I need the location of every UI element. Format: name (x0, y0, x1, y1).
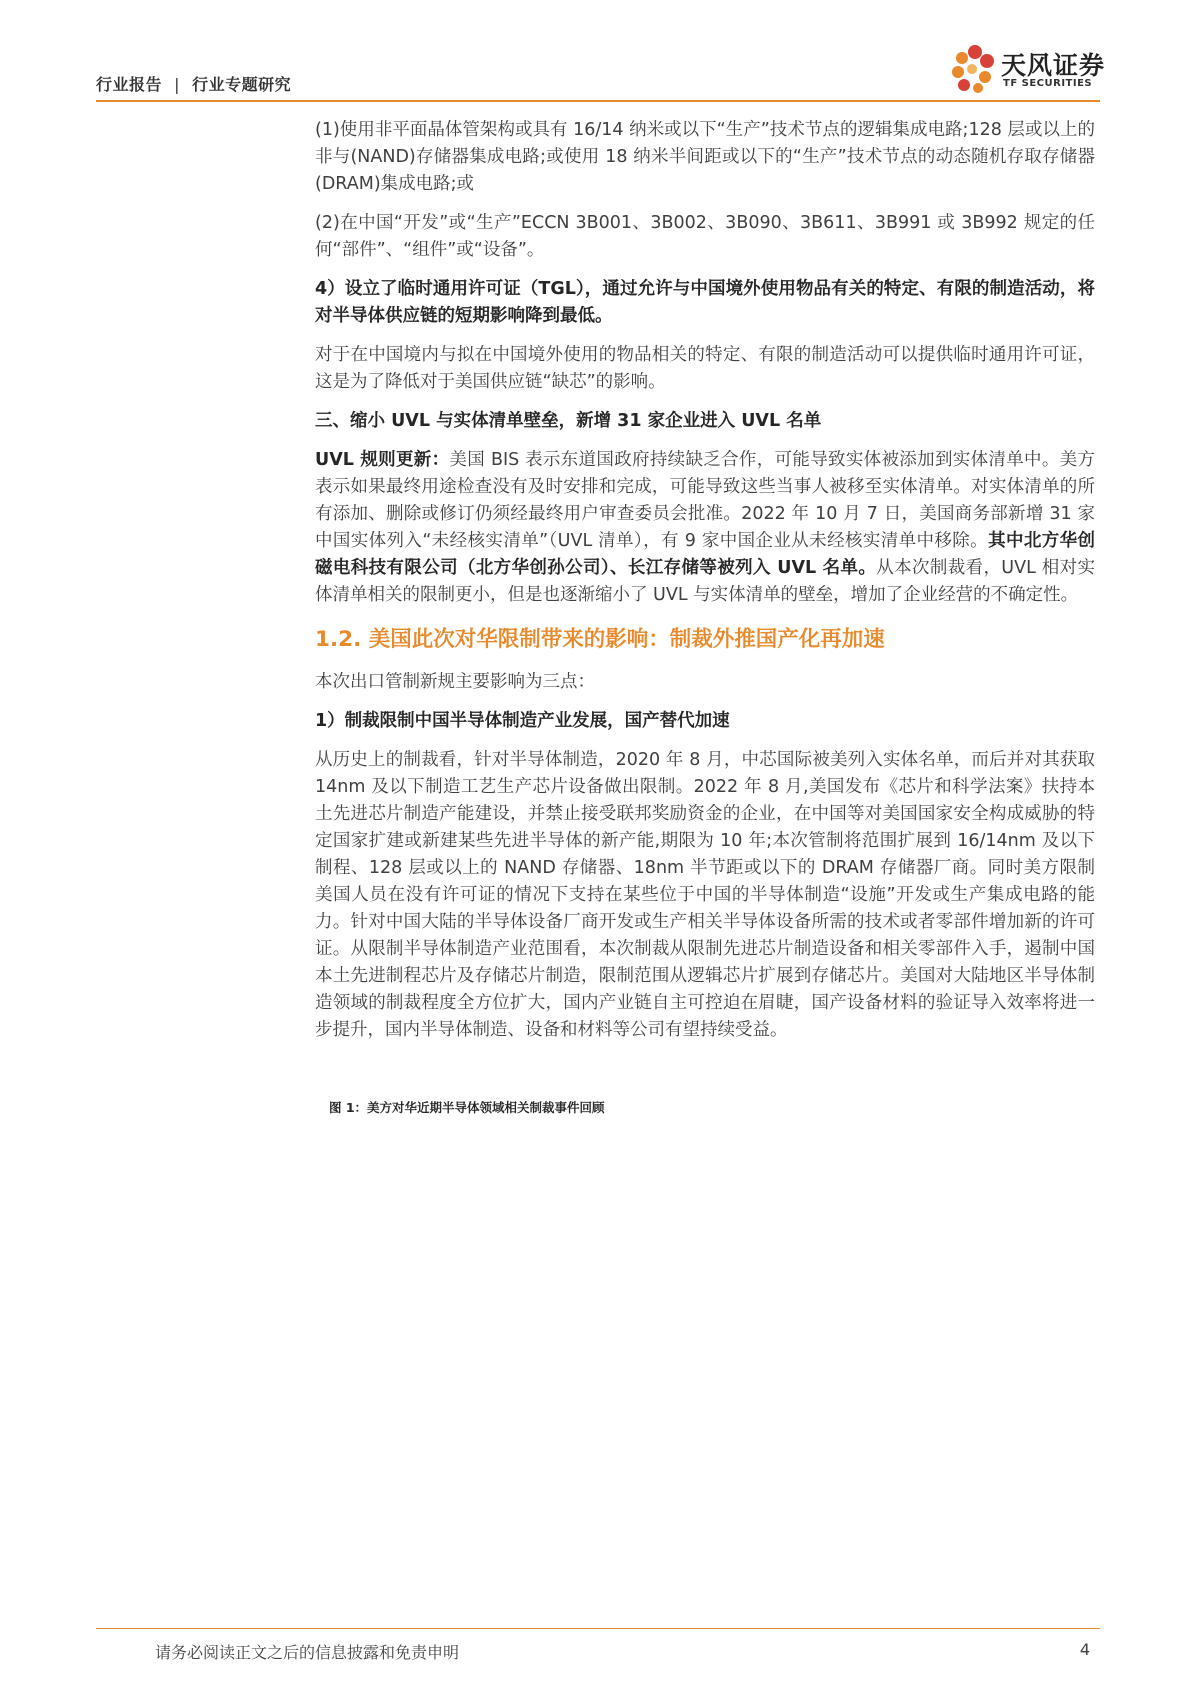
report-type: 行业报告 (96, 75, 163, 94)
page-number: 4 (1079, 1640, 1090, 1659)
logo-name-en: TF SECURITIES (1003, 78, 1093, 89)
paragraph-impact-point-1: 1）制裁限制中国半导体制造产业发展，国产替代加速 (315, 711, 730, 731)
paragraph-uvl-update (315, 447, 1095, 609)
footer-disclaimer: 请务必阅读正文之后的信息披露和免责申明 (155, 1643, 460, 1662)
report-category (96, 72, 291, 95)
paragraph-ic-criteria-2: (2)在中国“开发”或“生产”ECCN 3B001、3B002、3B090、3B611、3B991 或 3B992 规定的任何“部件”、“组件”或“设备”。 (315, 213, 1095, 260)
header-divider (96, 100, 1100, 102)
report-subtype: 行业专题研究 (192, 75, 292, 94)
paragraph-sanction-history: 从历史上的制裁看，针对半导体制造，2020 年 8 月，中芯国际被美列入实体名单，而后并对其获取 14nm 及以下制造工艺生产芯片设备做出限制。2022 年 8 月,美国发布《芯片和科学法案》扶持本土先进芯片制造产能建设，并禁止接受联邦奖励资金的企业，在中国等对美国国家安全构成威胁的特定国家扩建或新建某些先进半导体的新产能,期限为 10 年;本次管制将范围扩展到 16/14nm 及以下制程、128 层或以上的 NAND 存储器、18nm 半节距或以下的 DRAM 存储器厂商。同时美方限制美国人员在没有许可证的情况下支持在某些位于中国的半导体制造“设施”开发或生产集成电路的能力。针对中国大陆的半导体设备厂商开发或生产相关半导体设备所需的技术或者零部件增加新的许可证。从限制半导体制造产业范围看，本次制裁从限制先进芯片制造设备和相关零部件入手，遏制中国本土先进制程芯片及存储芯片制造，限制范围从逻辑芯片扩展到存储芯片。美国对大陆地区半导体制造领域的制裁程度全方位扩大，国内产业链自主可控迫在眉睫，国产设备材料的验证导入效率将进一步提升，国内半导体制造、设备和材料等公司有望持续受益。 (315, 750, 1095, 1040)
uvl-text-1: 美国 BIS 表示东道国政府持续缺乏合作，可能导致实体被添加到实体清单中。美方表示如果最终用途检查没有及时安排和完成，可能导致这些当事人被移至实体清单。对实体清单的所有添加、删除或修订仍须经最终用户审查委员会批准。2022 年 10 月 7 日，美国商务部新增 31 家中国实体列入“未经核实清单”（UVL 清单），有 9 家中国企业从未经核实清单中移除。 (315, 450, 1095, 551)
header-separator: | (174, 75, 180, 94)
tf-securities-flower-logo-icon (945, 42, 1001, 98)
uvl-bold-text: 其中北方华创磁电科技有限公司（北方华创孙公司）、长江存储等被列入 UVL 名单。 (315, 531, 1096, 578)
uvl-text-2: 从本次制裁看，UVL 相对实体清单相关的限制更小，但是也逐渐缩小了 UVL 与实体清单的壁垒，增加了企业经营的不确定性。 (315, 558, 1096, 605)
paragraph-ic-criteria-1: (1)使用非平面晶体管架构或具有 16/14 纳米或以下“生产”技术节点的逻辑集成电路;128 层或以上的非与(NAND)存储器集成电路;或使用 18 纳米半间距或以下的“生产”技术节点的动态随机存取存储器(DRAM)集成电路;或 (315, 120, 1095, 194)
section-heading-impact: 1.2. 美国此次对华限制带来的影响：制裁外推国产化再加速 (315, 627, 885, 652)
footer-divider (96, 1628, 1100, 1629)
subsection-heading-uvl: 三、缩小 UVL 与实体清单壁垒，新增 31 家企业进入 UVL 名单 (315, 411, 822, 431)
figure-caption: 图 1：美方对华近期半导体领域相关制裁事件回顾 (329, 1100, 605, 1115)
paragraph-tgl-heading: 4）设立了临时通用许可证（TGL），通过允许与中国境外使用物品有关的特定、有限的制造活动，将对半导体供应链的短期影响降到最低。 (315, 279, 1095, 326)
paragraph-impact-intro: 本次出口管制新规主要影响为三点： (315, 672, 595, 692)
paragraph-tgl-detail: 对于在中国境内与拟在中国境外使用的物品相关的特定、有限的制造活动可以提供临时通用许可证，这是为了降低对于美国供应链“缺芯”的影响。 (315, 345, 1095, 392)
brand-logo (945, 42, 1105, 98)
logo-name-cn: 天风证券 (1001, 51, 1106, 80)
uvl-lead: UVL 规则更新： (315, 450, 450, 470)
report-body (315, 117, 1095, 1056)
